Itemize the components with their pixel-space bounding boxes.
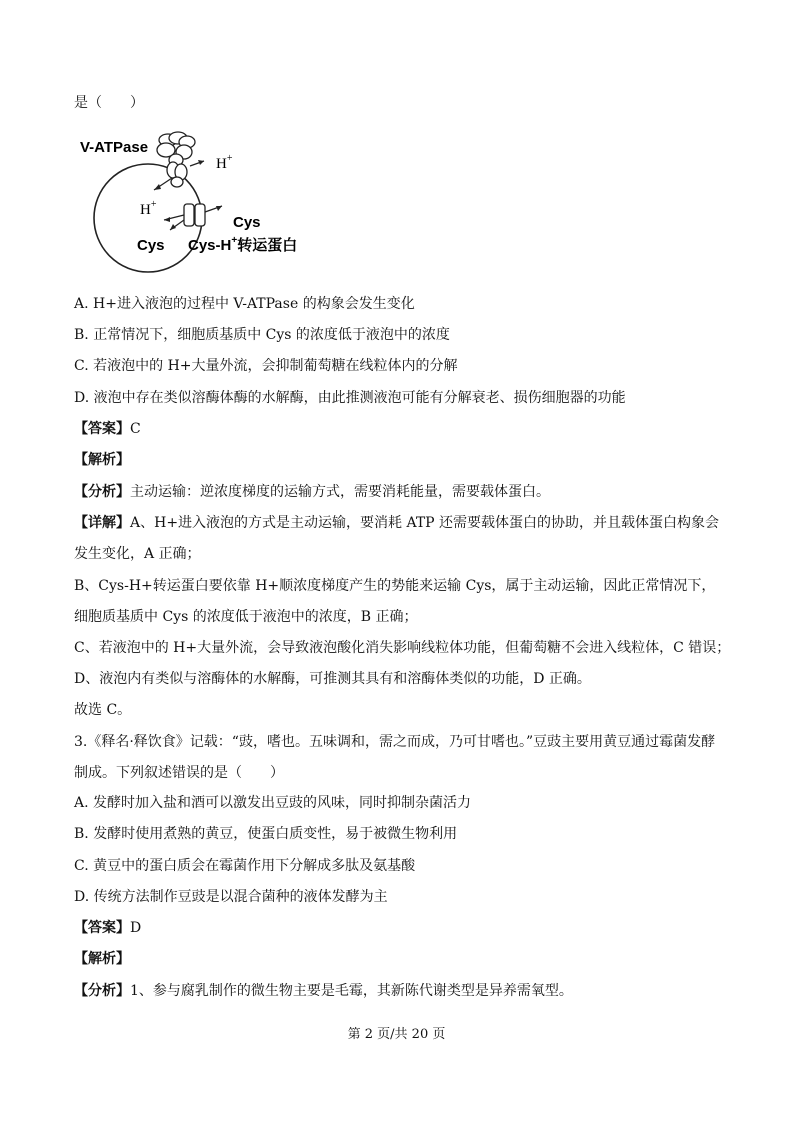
cys-inside-label: Cys <box>137 237 165 254</box>
xiangjie-c: C、若液泡中的 H+大量外流，会导致液泡酸化消失影响线粒体功能，但葡萄糖不会进入线粒体，C 错误； <box>74 640 731 656</box>
q3-option-c: C. 黄豆中的蛋白质会在霉菌作用下分解成多肽及氨基酸 <box>74 858 416 874</box>
proton-outside-label: H+ <box>216 153 233 172</box>
option-a: A. H+进入液泡的过程中 V-ATPase 的构象会发生变化 <box>74 296 415 312</box>
option-d: D. 液泡中存在类似溶酶体酶的水解酶，由此推测液泡可能有分解衰老、损伤细胞器的功能 <box>74 390 626 406</box>
answer-line <box>74 419 141 439</box>
option-b: B. 正常情况下，细胞质基质中 Cys 的浓度低于液泡中的浓度 <box>74 327 450 343</box>
fenxi-line: 【分析】主动运输：逆浓度梯度的运输方式，需要消耗能量，需要载体蛋白。 <box>74 484 550 500</box>
question-3-stem: 3.《释名·释饮食》记载：“豉，嗜也。五味调和，需之而成，乃可甘嗜也。”豆豉主要用黄豆通过霉菌发酵制成。下列叙述错误的是（ ） <box>74 734 716 781</box>
transporter-label: Cys-H+转运蛋白 <box>188 235 298 254</box>
answer-tag: 【答案】 <box>74 421 130 437</box>
option-c: C. 若液泡中的 H+大量外流，会抑制葡萄糖在线粒体内的分解 <box>74 358 458 374</box>
page-footer: 第 2 页/共 20 页 <box>347 1027 446 1042</box>
answer-value: C <box>130 421 141 437</box>
proton-inside-label: H+ <box>140 199 157 218</box>
xiangjie-d: D、液泡内有类似与溶酶体的水解酶，可推测其具有和溶酶体类似的功能，D 正确。 <box>74 671 591 687</box>
q3-option-a: A. 发酵时加入盐和酒可以激发出豆豉的风味，同时抑制杂菌活力 <box>74 795 472 811</box>
v-atpase-pump <box>157 132 195 187</box>
cys-outside-label: Cys <box>233 214 261 231</box>
vacuole-transport-diagram <box>80 130 320 275</box>
cys-h-transporter <box>184 204 205 226</box>
v-atpase-label: V-ATPase <box>80 139 149 156</box>
xiangjie-b: B、Cys-H+转运蛋白要依靠 H+顺浓度梯度产生的势能来运输 Cys，属于主动运输，因此正常情况下，细胞质基质中 Cys 的浓度低于液泡中的浓度，B 正确； <box>74 578 716 625</box>
q3-fenxi-line: 【分析】1、参与腐乳制作的微生物主要是毛霉，其新陈代谢类型是异养需氧型。 <box>74 983 573 999</box>
question-stem-tail: 是（ ） <box>74 95 144 111</box>
q3-option-b: B. 发酵时使用煮熟的黄豆，使蛋白质变性，易于被微生物利用 <box>74 826 458 842</box>
q3-analysis-heading: 【解析】 <box>74 951 130 967</box>
q3-option-d: D. 传统方法制作豆豉是以混合菌种的液体发酵为主 <box>74 889 388 905</box>
conclusion: 故选 C。 <box>74 702 132 718</box>
xiangjie-a: 【详解】A、H+进入液泡的方式是主动运输，要消耗 ATP 还需要载体蛋白的协助，并且载体蛋白构象会发生变化，A 正确； <box>74 515 720 562</box>
analysis-heading: 【解析】 <box>74 452 130 468</box>
q3-answer-line: 【答案】D <box>74 920 142 936</box>
